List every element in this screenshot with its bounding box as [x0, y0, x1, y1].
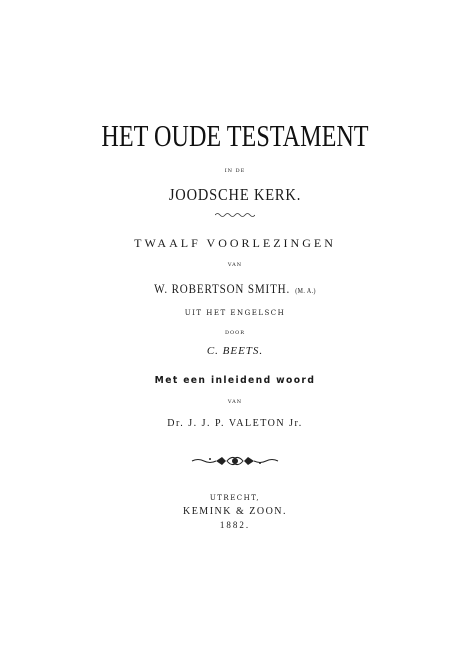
- translated-from: UIT HET ENGELSCH: [184, 309, 286, 317]
- book-title: HET OUDE TESTAMENT: [101, 118, 369, 153]
- wavy-rule: [0, 212, 470, 218]
- introducer-name: Dr. J. J. P. VALETON Jr.: [167, 418, 303, 429]
- van-text-2: VAN: [227, 399, 243, 405]
- floral-ornament: [0, 454, 470, 468]
- author-name: W. ROBERTSON SMITH.: [154, 281, 291, 296]
- translator-name: C. BEETS.: [206, 345, 264, 357]
- book-subtitle: JOODSCHE KERK.: [168, 185, 302, 204]
- publisher-name: KEMINK & ZOON.: [182, 506, 288, 517]
- lectures-heading: TWAALF VOORLEZINGEN: [134, 236, 336, 250]
- door-text: DOOR: [225, 330, 245, 336]
- introduction-line: Met een inleidend woord: [154, 375, 316, 386]
- publication-year: 1882.: [219, 520, 251, 530]
- author-line: [35, 281, 435, 297]
- author-degree: (M. A.): [295, 287, 316, 295]
- van-text-1: VAN: [227, 262, 243, 268]
- publication-place: UTRECHT,: [209, 494, 261, 502]
- in-de-text: IN DE: [224, 168, 246, 174]
